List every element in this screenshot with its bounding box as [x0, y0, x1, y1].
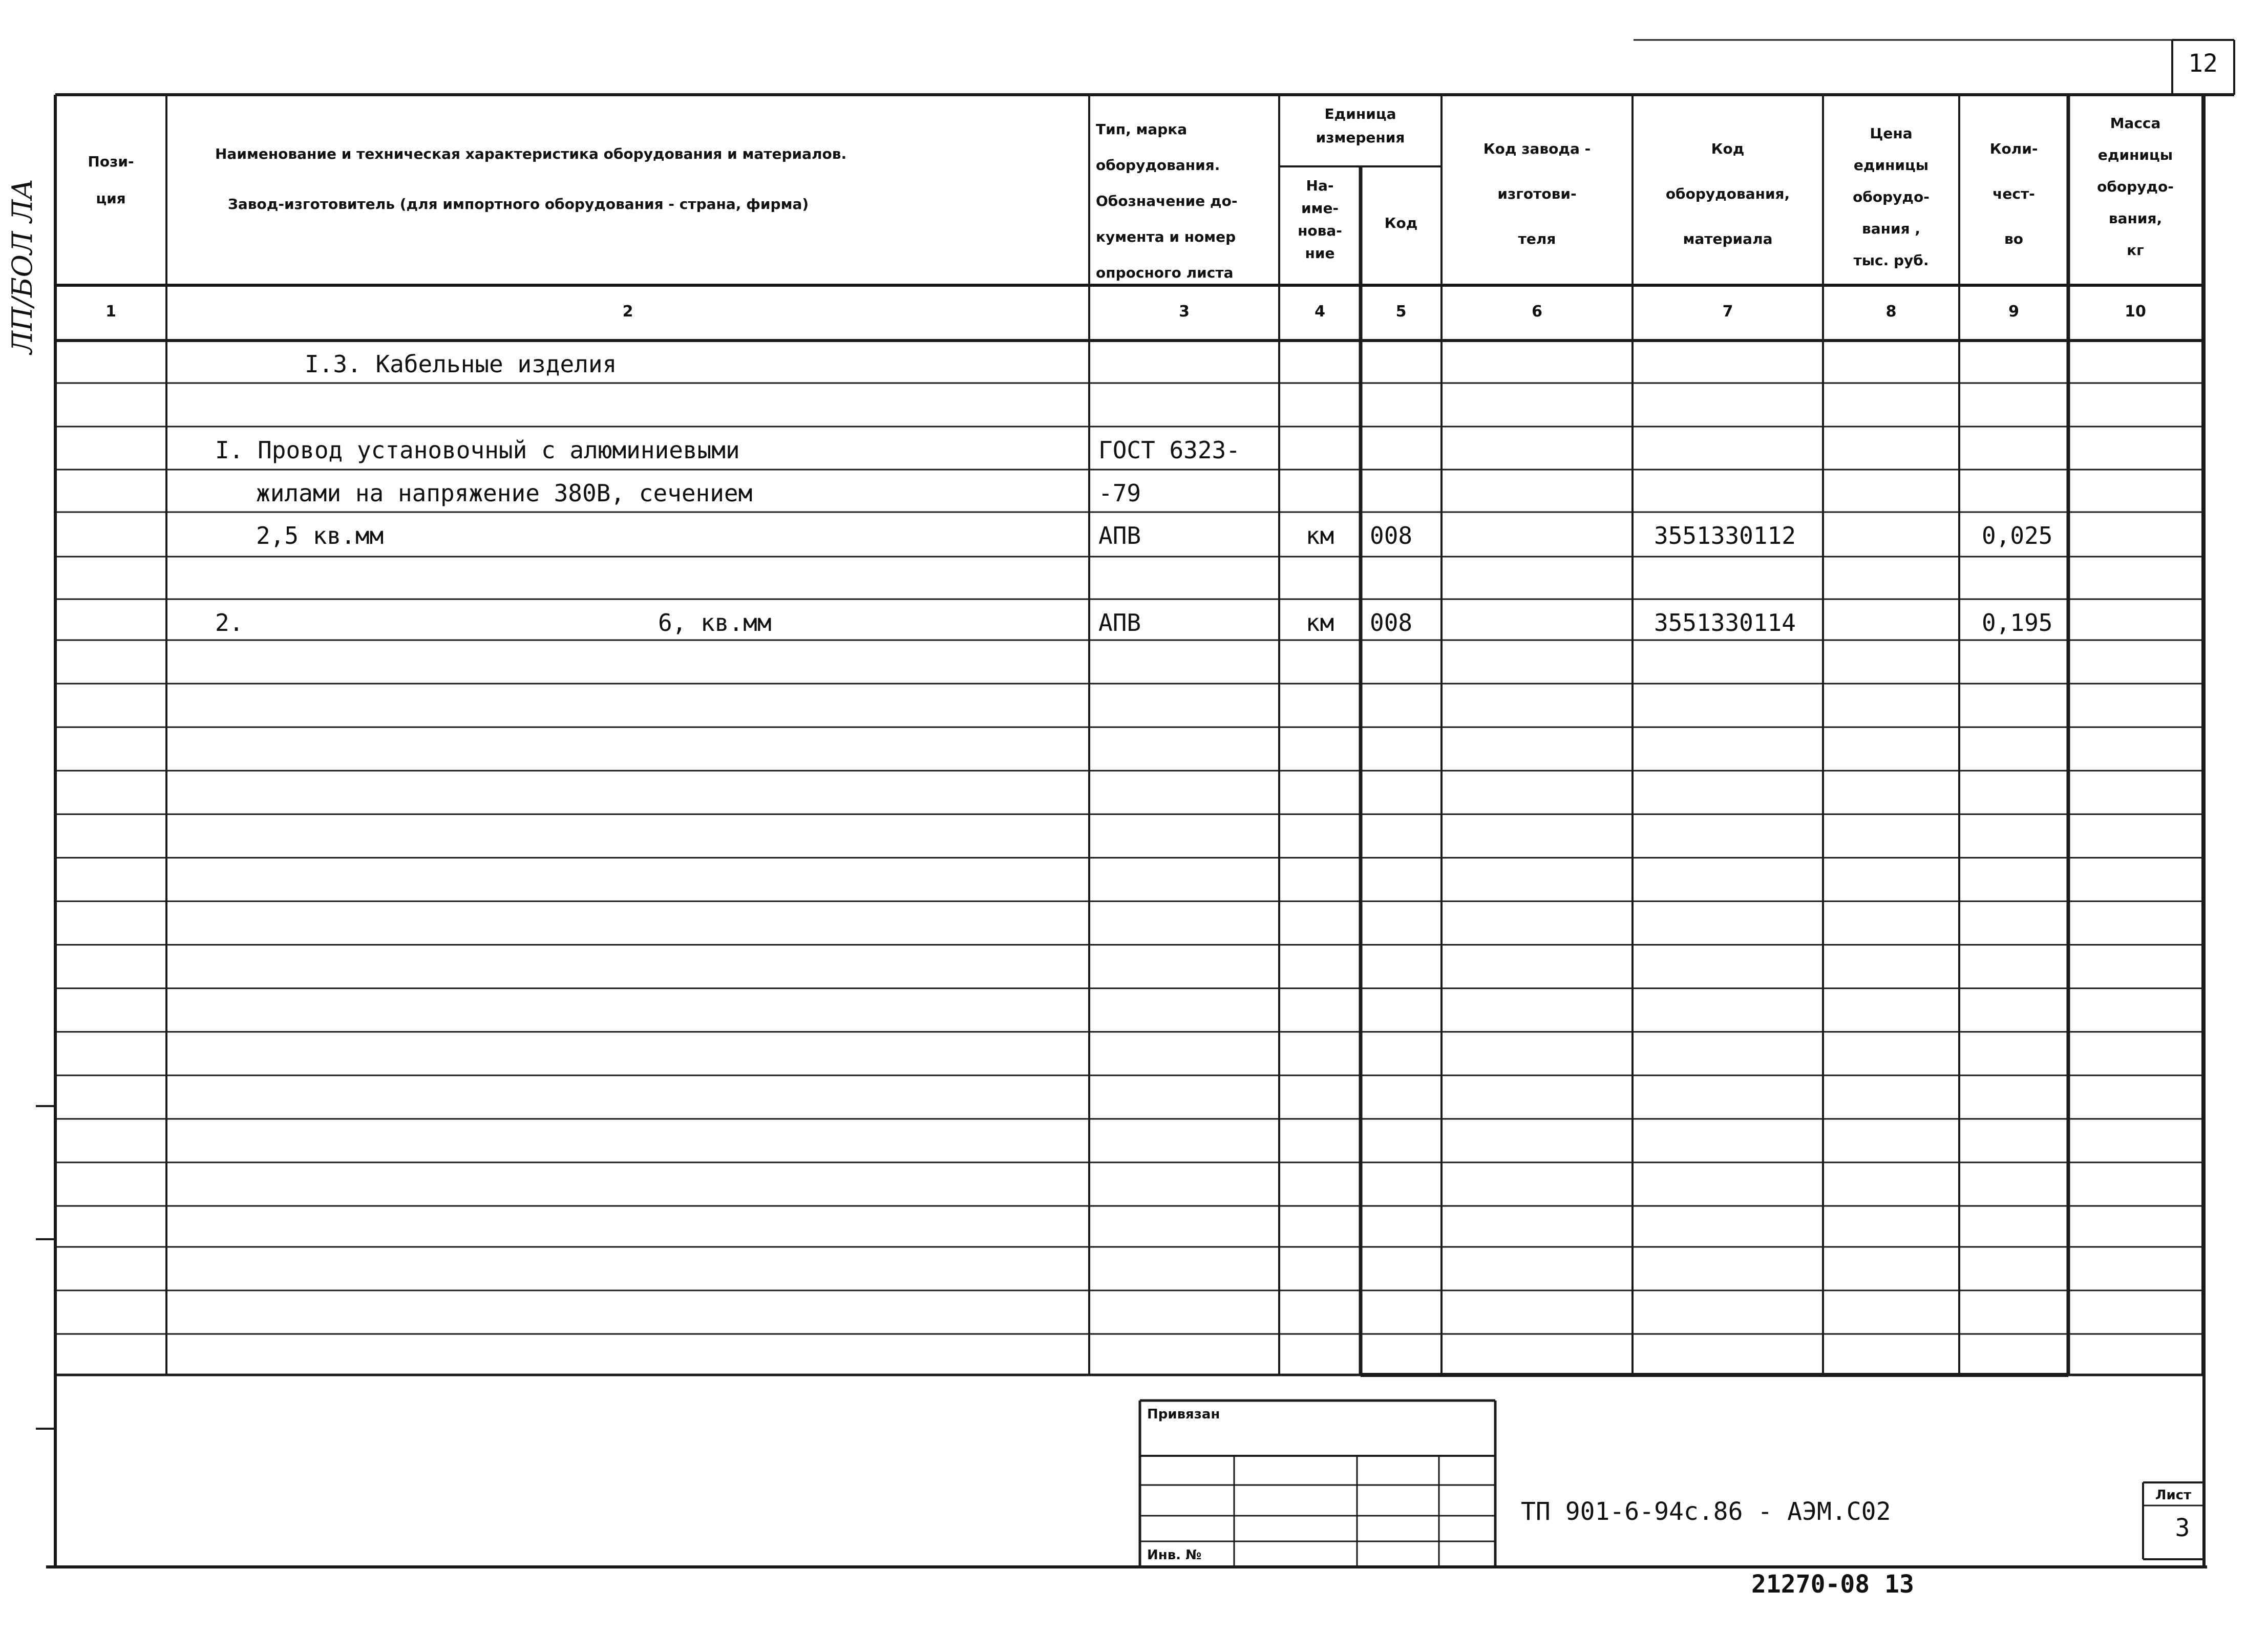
- header-unit-name: ние: [1305, 245, 1335, 262]
- header-quantity: Коли-: [1989, 140, 2038, 157]
- item-name: I.3. Кабельные изделия: [305, 350, 617, 378]
- margin-note: ЛП/БОЛ ЛА: [6, 178, 38, 354]
- top-sheet-number: 12: [2188, 49, 2218, 78]
- item-name-section: 6, кв.мм: [658, 609, 772, 637]
- header-equipment-code: Код: [1711, 140, 1745, 157]
- column-number: 4: [1315, 303, 1325, 321]
- item-name: I. Провод установочный с алюминиевыми: [215, 436, 740, 464]
- header-maker: Завод-изготовитель (для импортного оборудования - страна, фирма): [228, 196, 809, 213]
- header-mass: Масса: [2110, 115, 2161, 132]
- header-unit-group: измерения: [1316, 129, 1405, 146]
- column-number: 8: [1885, 303, 1897, 321]
- header-maker-code: Код завода -: [1483, 140, 1591, 157]
- column-number: 5: [1395, 303, 1407, 321]
- header-price: Цена: [1870, 125, 1913, 142]
- item-name: жилами на напряжение 380В, сечением: [256, 479, 753, 507]
- item-quantity: 0,025: [1982, 522, 2053, 549]
- item-quantity: 0,195: [1982, 609, 2053, 637]
- header-quantity: во: [2004, 230, 2023, 247]
- header-type: оборудования.: [1096, 157, 1220, 174]
- document-code: ТП 901-6-94с.86 - АЭМ.С02: [1521, 1497, 1891, 1526]
- column-number: 10: [2125, 303, 2146, 321]
- header-name: Наименование и техническая характеристика оборудования и материалов.: [215, 145, 847, 162]
- header-type: опросного листа: [1096, 264, 1234, 281]
- header-type: Тип, марка: [1096, 121, 1188, 138]
- header-quantity: чест-: [1993, 185, 2035, 202]
- item-name: 2.: [215, 609, 244, 637]
- item-type: -79: [1098, 479, 1141, 507]
- title-block-linked: Привязан: [1147, 1407, 1220, 1422]
- header-maker-code: изготови-: [1497, 185, 1577, 202]
- header-equipment-code: материала: [1683, 230, 1773, 247]
- header-type: кумента и номер: [1096, 228, 1236, 245]
- header-price: оборудо-: [1853, 188, 1930, 205]
- item-name: 2,5 кв.мм: [256, 522, 384, 549]
- table-text: [6, 49, 2218, 1599]
- item-equipment-code: 3551330114: [1654, 609, 1796, 637]
- header-price: единицы: [1853, 157, 1929, 174]
- item-equipment-code: 3551330112: [1654, 522, 1796, 549]
- item-type: ГОСТ 6323-: [1098, 436, 1240, 464]
- column-number: 2: [622, 303, 633, 321]
- archive-stamp: 21270-08 13: [1751, 1570, 1914, 1599]
- item-unit: км: [1305, 609, 1334, 637]
- item-unit-code: 008: [1370, 522, 1413, 549]
- header-unit-group: Единица: [1324, 105, 1396, 122]
- sheet-number: 3: [2175, 1514, 2190, 1542]
- header-price: вания ,: [1862, 220, 1920, 237]
- header-mass: оборудо-: [2097, 178, 2174, 195]
- header-equipment-code: оборудования,: [1665, 185, 1790, 202]
- title-block-inventory: Инв. №: [1147, 1547, 1202, 1563]
- sheet-label: Лист: [2155, 1488, 2192, 1503]
- column-number: 6: [1532, 303, 1542, 321]
- header-mass: кг: [2127, 242, 2144, 259]
- column-number: 1: [105, 303, 116, 321]
- column-number: 9: [2008, 303, 2019, 321]
- header-unit-name: На-: [1306, 177, 1334, 194]
- column-number: 3: [1179, 303, 1190, 321]
- item-unit: км: [1305, 522, 1334, 549]
- header-mass: единицы: [2097, 146, 2173, 163]
- header-maker-code: теля: [1518, 230, 1556, 247]
- item-type: АПВ: [1098, 609, 1141, 637]
- header-position: ция: [96, 190, 126, 207]
- header-unit-code: Код: [1384, 215, 1418, 231]
- header-unit-name: име-: [1301, 200, 1339, 217]
- header-type: Обозначение до-: [1096, 193, 1238, 209]
- item-unit-code: 008: [1370, 609, 1413, 637]
- item-type: АПВ: [1098, 522, 1141, 549]
- header-unit-name: нова-: [1298, 222, 1342, 239]
- header-position: Пози-: [88, 153, 134, 170]
- header-mass: вания,: [2108, 210, 2163, 227]
- column-number: 7: [1722, 303, 1733, 321]
- header-price: тыс. руб.: [1853, 252, 1929, 269]
